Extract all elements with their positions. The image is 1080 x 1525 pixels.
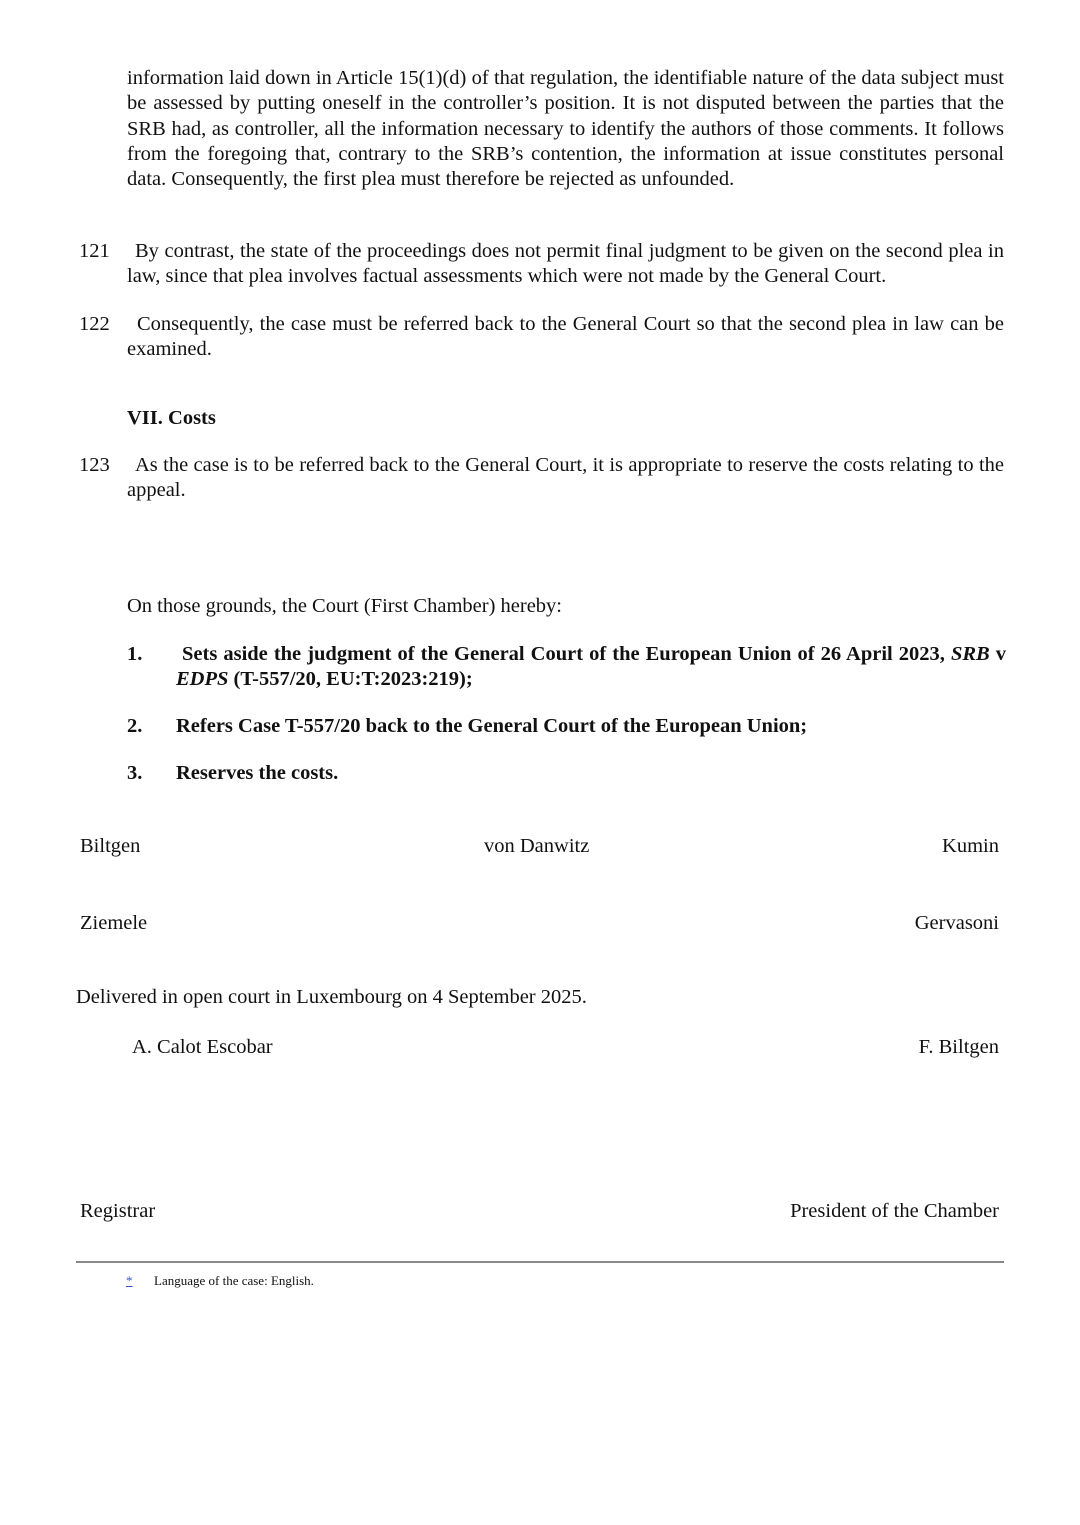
- judge-name: Kumin: [942, 835, 999, 857]
- paragraph-number-121: 121: [79, 240, 110, 262]
- footnote-text: Language of the case: English.: [154, 1273, 314, 1288]
- paragraph-121-text: By contrast, the state of the proceedings does not permit final judgment to be given on the second plea in law, since that plea involves factual assessments which were not made by the General Court.: [127, 240, 1004, 288]
- registrar-name: A. Calot Escobar: [132, 1036, 273, 1058]
- judge-name: von Danwitz: [484, 835, 590, 857]
- versus: v: [989, 643, 1007, 665]
- judge-name: Gervasoni: [914, 912, 999, 934]
- operative-item-3-text: Reserves the costs.: [176, 762, 339, 784]
- president-title: President of the Chamber: [790, 1200, 999, 1222]
- party-srb: SRB: [950, 643, 990, 665]
- footnote-divider: [76, 1261, 1004, 1263]
- section-heading-costs: VII. Costs: [127, 407, 216, 429]
- operative-item-2-text: Refers Case T-557/20 back to the General Court of the European Union;: [176, 715, 808, 737]
- paragraph-120-continued: information laid down in Article 15(1)(d) of that regulation, the identifiable nature of the data subject must be assessed by putting oneself in the controller’s position. It is not disputed between the parties that the SRB had, as controller, all the information necessary to identify the authors of those comments. It follows from the foregoing that, contrary to the SRB’s contention, the information at issue constitutes personal data. Consequently, the first plea must therefore be rejected as unfounded.: [127, 67, 1004, 191]
- judge-name: Ziemele: [80, 912, 148, 934]
- operative-item-1-reference: (T-557/20, EU:T:2023:219);: [228, 668, 473, 691]
- operative-item-number: 2.: [127, 715, 143, 737]
- operative-item-1-text: [176, 642, 1006, 693]
- paragraph-number-122: 122: [79, 313, 110, 335]
- registrar-title: Registrar: [80, 1200, 156, 1222]
- operative-item-number: 3.: [127, 762, 143, 784]
- paragraph-number-123: 123: [79, 454, 110, 476]
- operative-item-number: 1.: [127, 643, 143, 665]
- paragraph-122-text: Consequently, the case must be referred back to the General Court so that the second plea in law can be examined.: [127, 313, 1004, 361]
- president-name: F. Biltgen: [918, 1036, 999, 1058]
- operative-item-1-main: Sets aside the judgment of the General Court of the European Union of 26 April 2023,: [182, 643, 951, 665]
- footnote-marker-link[interactable]: *: [126, 1273, 133, 1288]
- delivery-statement: Delivered in open court in Luxembourg on 4 September 2025.: [76, 986, 587, 1008]
- paragraph-123-text: As the case is to be referred back to the General Court, it is appropriate to reserve the costs relating to the appeal.: [127, 454, 1004, 502]
- judge-name: Biltgen: [80, 835, 141, 857]
- operative-intro: On those grounds, the Court (First Chamber) hereby:: [127, 595, 562, 617]
- party-edps: EDPS: [176, 668, 229, 691]
